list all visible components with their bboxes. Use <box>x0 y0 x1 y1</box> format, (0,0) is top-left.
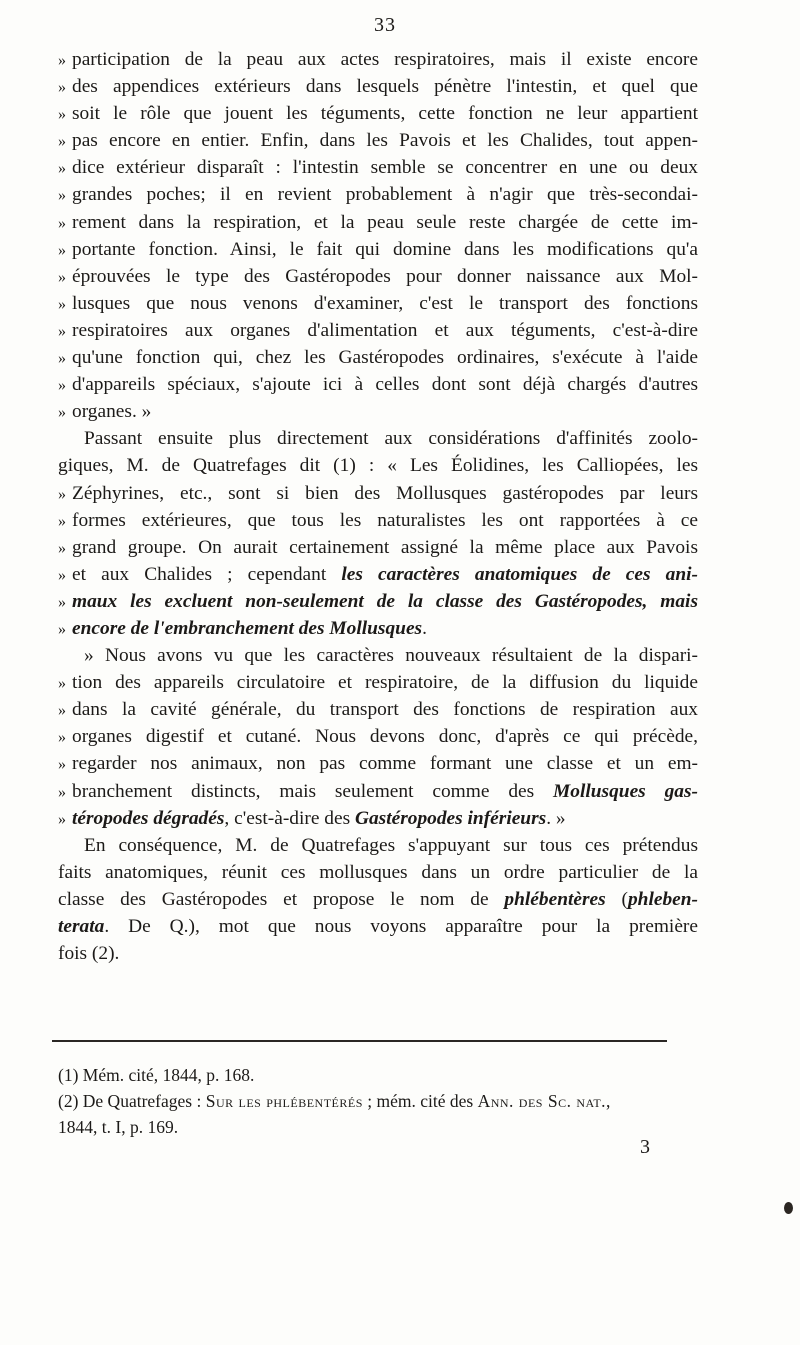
quote-mark: » <box>58 756 66 774</box>
line-text: En conséquence, M. de Quatrefages s'appuyant sur tous ces prétendus <box>84 834 698 856</box>
italic-text: phleben- <box>627 888 698 910</box>
line-text: Zéphyrines, etc., sont si bien des Mollusques gastéropodes par leurs <box>72 482 698 504</box>
text-line <box>58 154 698 181</box>
quote-mark: » <box>58 322 66 340</box>
quote-mark: » <box>58 106 66 124</box>
quote-mark: » <box>58 512 66 530</box>
footnote-2-prefix: (2) De Quatrefages : <box>58 1091 206 1111</box>
line-text: organes digestif et cutané. Nous devons donc, d'après ce qui précède, <box>72 726 698 748</box>
line-text: d'appareils spéciaux, s'ajoute ici à celles dont sont déjà chargés d'autres <box>72 374 698 396</box>
line-text: organes. » <box>72 401 152 423</box>
italic-text: Mollusques gas- <box>553 780 698 802</box>
footnote-2-journal: Ann. des Sc. nat. <box>477 1091 607 1111</box>
text-line <box>58 290 698 317</box>
text-line <box>58 534 698 561</box>
text-line <box>58 832 698 859</box>
footnotes <box>58 1062 698 1140</box>
text-line <box>58 778 698 805</box>
footnote-2 <box>58 1088 698 1114</box>
text-line <box>58 398 698 425</box>
line-text: rement dans la respiration, et la peau seule reste chargée de cette im- <box>72 211 698 233</box>
quote-mark: » <box>58 214 66 232</box>
line-text: portante fonction. Ainsi, le fait qui domine dans les modifications qu'a <box>72 238 698 260</box>
quote-mark: » <box>58 79 66 97</box>
line-text: faits anatomiques, réunit ces mollusques dans un ordre particulier de la <box>58 861 698 883</box>
line-text: formes extérieures, que tous les naturalistes les ont rapportées à ce <box>72 509 698 531</box>
line-text: des appendices extérieurs dans lesquels pénètre l'intestin, et quel que <box>72 76 698 98</box>
text-line <box>58 73 698 100</box>
quote-mark: » <box>58 52 66 69</box>
line-text: soit le rôle que jouent les téguments, cette fonction ne leur appartient <box>72 103 698 125</box>
text-line <box>58 561 698 588</box>
line-text: . » <box>546 807 566 829</box>
line-text: branchement distincts, mais seulement comme des <box>72 780 554 802</box>
line-text: pas encore en entier. Enfin, dans les Pavois et les Chalides, tout appen- <box>72 130 698 152</box>
line-text: et aux Chalides ; cependant <box>72 563 342 585</box>
italic-text: téropodes dégradés <box>72 807 225 829</box>
line-text: classe des Gastéropodes et propose le nom de <box>58 888 505 910</box>
text-line <box>58 181 698 208</box>
quote-mark: » <box>58 702 66 720</box>
italic-text: terata <box>58 916 105 937</box>
quote-mark: » <box>58 241 66 259</box>
body-text <box>58 46 698 967</box>
line-text: dice extérieur disparaît : l'intestin semble se concentrer en une ou deux <box>72 157 698 179</box>
italic-text: les caractères anatomiques de ces ani- <box>341 563 698 585</box>
text-line <box>58 127 698 154</box>
text-line <box>58 886 698 913</box>
quote-mark: » <box>58 295 66 313</box>
text-line <box>58 859 698 886</box>
ink-spot <box>784 1202 793 1214</box>
quote-mark: » <box>58 160 66 178</box>
text-line <box>58 236 698 263</box>
line-text: fois (2). <box>58 943 120 965</box>
quote-mark: » <box>58 783 66 801</box>
line-text: grand groupe. On aurait certainement assigné la même place aux Pavois <box>72 536 698 558</box>
quote-mark: » <box>58 810 66 828</box>
italic-text: phlébentères <box>504 888 606 910</box>
quote-mark: » <box>58 404 66 422</box>
text-line <box>58 723 698 750</box>
italic-text: Gastéropodes inférieurs <box>354 807 547 829</box>
line-text: tion des appareils circulatoire et respiratoire, de la diffusion du liquide <box>72 672 698 694</box>
line-text: giques, M. de Quatrefages dit (1) : « Les Éolidines, les Calliopées, les <box>58 455 698 477</box>
quote-mark: » <box>58 675 66 693</box>
text-line <box>58 480 698 507</box>
quote-mark: » <box>58 377 66 395</box>
text-line <box>58 263 698 290</box>
line-text: qu'une fonction qui, chez les Gastéropodes ordinaires, s'exécute à l'aide <box>72 347 698 369</box>
quote-mark: » <box>58 566 66 584</box>
text-line <box>58 750 698 777</box>
line-text: grandes poches; il en revient probablement à n'agir que très-secondai- <box>72 184 698 206</box>
text-line <box>58 452 698 479</box>
line-text: . De Q.), mot que nous voyons apparaître pour la première <box>104 916 698 937</box>
line-text: regarder nos animaux, non pas comme formant une classe et un em- <box>72 753 698 775</box>
signature-mark: 3 <box>640 1136 650 1158</box>
text-line <box>58 940 698 967</box>
text-line <box>58 46 698 73</box>
line-text: ( <box>605 888 628 910</box>
quote-mark: » <box>58 593 66 611</box>
text-line <box>58 696 698 723</box>
text-line <box>58 100 698 127</box>
quote-mark: » <box>58 539 66 557</box>
quote-mark: » <box>58 729 66 747</box>
text-line <box>58 425 698 452</box>
line-text: . <box>422 617 427 639</box>
footnote-divider <box>52 1040 667 1042</box>
line-text: » Nous avons vu que les caractères nouveaux résultaient de la dispari- <box>84 645 698 667</box>
quote-mark: » <box>58 187 66 205</box>
text-line <box>58 588 698 615</box>
text-line <box>58 371 698 398</box>
quote-mark: » <box>58 268 66 286</box>
text-line <box>58 344 698 371</box>
quote-mark: » <box>58 133 66 151</box>
line-text: Passant ensuite plus directement aux considérations d'affinités zoolo- <box>84 428 698 450</box>
text-line <box>58 642 698 669</box>
italic-text: encore de l'embranchement des Mollusques <box>72 617 423 639</box>
text-line <box>58 317 698 344</box>
italic-text: maux les excluent non-seulement de la classe des Gastéropodes, mais <box>72 590 698 612</box>
line-text: lusques que nous venons d'examiner, c'est le transport des fonctions <box>72 292 698 314</box>
footnote-2-middle: ; mém. cité des <box>362 1091 478 1111</box>
footnote-1: (1) Mém. cité, 1844, p. 168. <box>58 1065 255 1085</box>
text-line <box>58 507 698 534</box>
text-line <box>58 615 698 642</box>
footnote-2-continuation: 1844, t. I, p. 169. <box>58 1117 179 1137</box>
footnote-2-title: Sur les phlébentérés <box>205 1091 363 1111</box>
text-line <box>58 669 698 696</box>
quote-mark: » <box>58 485 66 503</box>
text-line <box>58 913 698 940</box>
line-text: éprouvées le type des Gastéropodes pour donner naissance aux Mol- <box>72 265 698 287</box>
quote-mark: » <box>58 620 66 638</box>
text-line <box>58 805 698 832</box>
line-text: participation de la peau aux actes respiratoires, mais il existe encore <box>72 49 698 70</box>
text-line <box>58 209 698 236</box>
line-text: dans la cavité générale, du transport des fonctions de respiration aux <box>72 699 698 721</box>
line-text: respiratoires aux organes d'alimentation et aux téguments, c'est-à-dire <box>72 319 698 341</box>
line-text: , c'est-à-dire des <box>224 807 355 829</box>
quote-mark: » <box>58 350 66 368</box>
footnote-2-suffix: , <box>606 1091 611 1111</box>
page-number: 33 <box>374 14 396 36</box>
